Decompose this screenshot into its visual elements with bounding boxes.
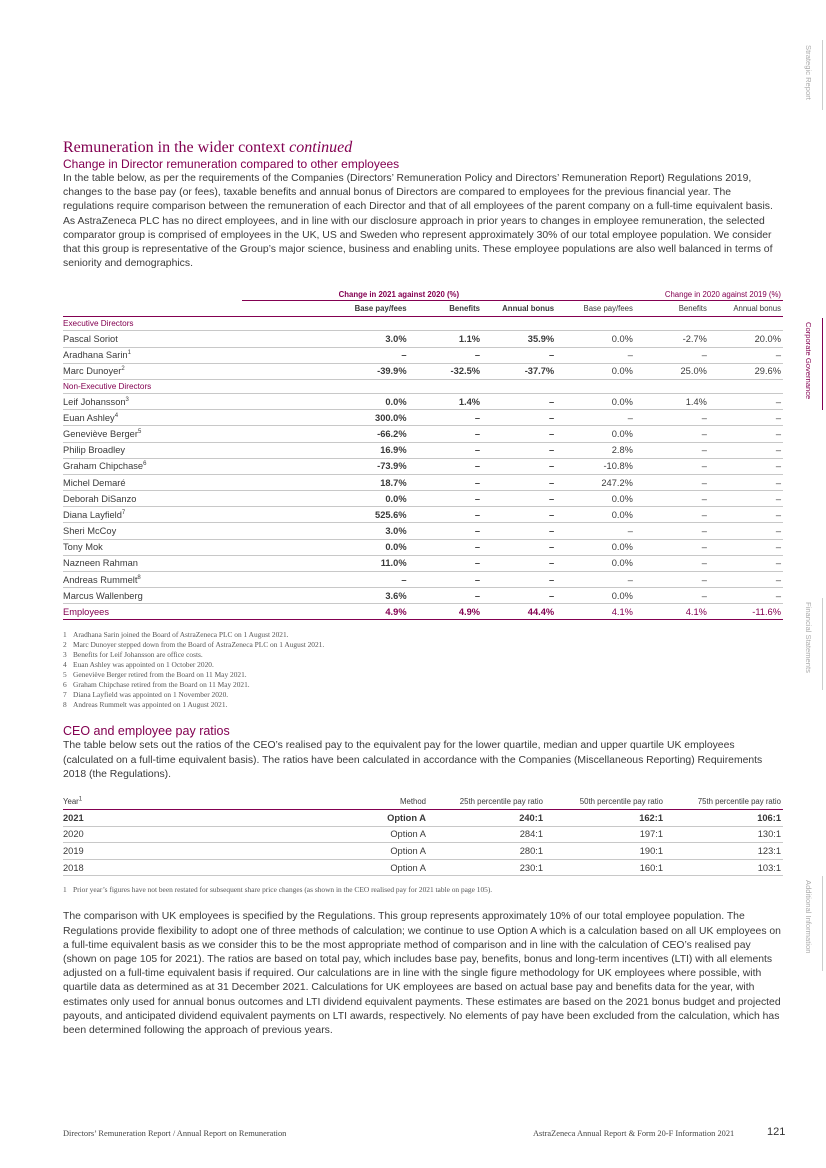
director-name: Tony Mok	[63, 542, 103, 553]
group-label-row	[63, 379, 783, 393]
col-header: Annual bonus	[482, 301, 556, 317]
table-cell: 3.6%	[242, 588, 409, 604]
table-cell: 230:1	[428, 859, 545, 876]
director-name: Nazneen Rahman	[63, 558, 138, 569]
table-cell: –	[556, 410, 635, 426]
table-cell: 29.6%	[709, 363, 783, 379]
footnote-text: Prior year’s figures have not been restated for subsequent share price changes (as shown in the CEO realised pay for 2021 table on page 105).	[73, 885, 493, 895]
table-cell: –	[635, 572, 709, 588]
footnote	[63, 660, 783, 670]
footnote-text: Euan Ashley was appointed on 1 October 2020.	[73, 660, 214, 670]
footer-left: Directors’ Remuneration Report / Annual Report on Remuneration	[63, 1129, 287, 1138]
table-cell: Option A	[225, 843, 428, 860]
table-row	[63, 491, 783, 507]
table-row	[63, 826, 783, 843]
table-cell: 11.0%	[242, 555, 409, 571]
side-tab-line-governance	[822, 318, 823, 410]
table-cell: –	[709, 572, 783, 588]
footnote	[63, 640, 783, 650]
table-cell: 1.1%	[409, 331, 482, 347]
table-cell: –	[409, 474, 482, 490]
table-cell: –	[709, 393, 783, 409]
row-name	[63, 410, 242, 426]
table-cell: –	[409, 458, 482, 474]
table-cell: 280:1	[428, 843, 545, 860]
table-cell: Option A	[225, 826, 428, 843]
table-cell: 0.0%	[556, 555, 635, 571]
table-cell: –	[635, 523, 709, 539]
row-name	[63, 347, 242, 363]
footnote-ref: 1	[127, 350, 131, 357]
table-cell: -37.7%	[482, 363, 556, 379]
table-cell: –	[482, 491, 556, 507]
footnote-text: Aradhana Sarin joined the Board of AstraZeneca PLC on 1 August 2021.	[73, 630, 289, 640]
table-cell: 25.0%	[635, 363, 709, 379]
table-cell: –	[635, 347, 709, 363]
table-cell: –	[409, 507, 482, 523]
table-cell: –	[482, 523, 556, 539]
side-tab-line-additional	[822, 876, 823, 971]
table-cell: 18.7%	[242, 474, 409, 490]
table-cell: –	[482, 393, 556, 409]
side-tab-additional-information[interactable]: Additional Information	[804, 880, 813, 954]
table-cell: 4.1%	[556, 604, 635, 620]
table-cell: 16.9%	[242, 442, 409, 458]
table-cell: 2018	[63, 859, 225, 876]
table-cell: –	[635, 588, 709, 604]
executive-rows	[63, 331, 783, 380]
table-cell: –	[709, 426, 783, 442]
table-cell: –	[635, 458, 709, 474]
table-cell: -39.9%	[242, 363, 409, 379]
table-cell: 525.6%	[242, 507, 409, 523]
table-cell: 190:1	[545, 843, 665, 860]
employees-row	[63, 604, 783, 620]
section-paragraph-director-change: In the table below, as per the requirements of the Companies (Directors’ Remuneration Policy and Directors’ Remuneration Report) Regulations 2019, changes to the base pay (or fees), taxable benefits and annual bonus of Directors are compared to employees for the previous financial year. The regulations require comparison between the remuneration of each Director and that of all employees of the parent company on a full-time equivalent basis. As AstraZeneca PLC has no direct employees, and in line with our disclosure approach in prior years to changes in employee remuneration, the selected comparator group is comprised of employees in the UK, US and Sweden who represent approximately 30% of our total employee population. We consider that this group is representative of the Group’s major science, business and enabling units. These employee populations are also well balanced in terms of seniority and demographics.	[63, 173, 773, 270]
table-cell: –	[242, 572, 409, 588]
table-cell: –	[635, 491, 709, 507]
table-cell: 160:1	[545, 859, 665, 876]
director-name: Euan Ashley	[63, 412, 115, 423]
table-cell: -66.2%	[242, 426, 409, 442]
table-cell: –	[635, 410, 709, 426]
col-header-year	[63, 794, 225, 810]
col-header: 75th percentile pay ratio	[665, 794, 783, 810]
table-cell: –	[709, 555, 783, 571]
director-name: Marcus Wallenberg	[63, 590, 143, 601]
footnote-number: 2	[63, 640, 67, 650]
table-cell: 0.0%	[556, 539, 635, 555]
table-row	[63, 539, 783, 555]
table-cell: 2021	[63, 810, 225, 827]
table-cell: 44.4%	[482, 604, 556, 620]
table-cell: –	[482, 458, 556, 474]
footnote-number: 6	[63, 680, 67, 690]
page-content	[63, 138, 783, 1038]
table-row	[63, 426, 783, 442]
table-cell: –	[635, 426, 709, 442]
side-tab-financial-statements[interactable]: Financial Statements	[804, 602, 813, 673]
footnote-text: Marc Dunoyer stepped down from the Board of AstraZeneca PLC on 1 August 2021.	[73, 640, 325, 650]
footnote-ref: 6	[143, 461, 147, 468]
footnote-ref: 3	[125, 396, 129, 403]
page-title	[63, 138, 783, 157]
col-header: 25th percentile pay ratio	[428, 794, 545, 810]
table-cell: 35.9%	[482, 331, 556, 347]
footnote-number: 7	[63, 690, 67, 700]
row-name	[63, 363, 242, 379]
director-name: Andreas Rummelt	[63, 574, 138, 585]
row-name	[63, 442, 242, 458]
table-cell: -73.9%	[242, 458, 409, 474]
page-number: 121	[767, 1126, 786, 1138]
table-cell: 4.1%	[635, 604, 709, 620]
table-cell: 240:1	[428, 810, 545, 827]
table-cell: –	[709, 474, 783, 490]
table-cell: 103:1	[665, 859, 783, 876]
table-cell: –	[482, 507, 556, 523]
table-cell: –	[709, 523, 783, 539]
row-name	[63, 572, 242, 588]
director-name: Graham Chipchase	[63, 461, 144, 472]
table-row	[63, 410, 783, 426]
pay-table-header-row	[63, 794, 783, 810]
footnotes-list	[63, 630, 783, 710]
table-row	[63, 347, 783, 363]
col-header: Method	[225, 794, 428, 810]
table-cell: 2019	[63, 843, 225, 860]
pay-ratio-table	[63, 794, 783, 876]
footnote-number: 5	[63, 670, 67, 680]
row-name	[63, 507, 242, 523]
footnote	[63, 680, 783, 690]
table-cell: 0.0%	[556, 507, 635, 523]
row-name	[63, 491, 242, 507]
table-cell: –	[482, 588, 556, 604]
footnote-ref: 4	[114, 412, 119, 419]
director-name: Pascal Soriot	[63, 334, 118, 345]
table-cell: –	[409, 426, 482, 442]
page-title-continued: continued	[289, 139, 353, 156]
row-name	[63, 426, 242, 442]
row-name	[63, 555, 242, 571]
table-cell: 0.0%	[556, 491, 635, 507]
footnote-number: 1	[63, 885, 67, 895]
table-cell: Option A	[225, 810, 428, 827]
col-header: Benefits	[635, 301, 709, 317]
table-cell: 0.0%	[556, 393, 635, 409]
footnote	[63, 670, 783, 680]
table-cell: 1.4%	[409, 393, 482, 409]
table-row	[63, 363, 783, 379]
director-name: Diana Layfield	[63, 509, 122, 520]
table-cell: Option A	[225, 859, 428, 876]
footnote-text: Andreas Rummelt was appointed on 1 August 2021.	[73, 700, 228, 710]
table-cell: –	[409, 523, 482, 539]
director-name: Geneviève Berger	[63, 428, 138, 439]
table-cell: –	[482, 347, 556, 363]
table-cell: –	[709, 347, 783, 363]
table-cell: –	[709, 442, 783, 458]
footer-right: AstraZeneca Annual Report & Form 20-F Information 2021	[533, 1129, 735, 1138]
employees-row-group	[63, 604, 783, 620]
footnote-number: 3	[63, 650, 67, 660]
group-label-row	[63, 317, 783, 331]
footnote-number: 4	[63, 660, 67, 670]
table-cell: 123:1	[665, 843, 783, 860]
table-cell: 4.9%	[409, 604, 482, 620]
table-cell: –	[709, 491, 783, 507]
table-cell: –	[709, 410, 783, 426]
table-cell: –	[635, 507, 709, 523]
table-cell: 0.0%	[242, 539, 409, 555]
table-cell: –	[635, 555, 709, 571]
footnote	[63, 700, 783, 710]
table-row	[63, 572, 783, 588]
table-cell: 247.2%	[556, 474, 635, 490]
table-cell: 0.0%	[556, 588, 635, 604]
table-row	[63, 474, 783, 490]
page-title-main: Remuneration in the wider context	[63, 139, 286, 156]
table-row	[63, 810, 783, 827]
side-tab-strategic-report[interactable]: Strategic Report	[804, 45, 813, 100]
pay-footnote	[63, 885, 783, 895]
director-name: Leif Johansson	[63, 396, 126, 407]
side-tab-corporate-governance[interactable]: Corporate Governance	[804, 322, 813, 400]
table-row	[63, 523, 783, 539]
table-cell: 0.0%	[242, 491, 409, 507]
table-cell: –	[709, 507, 783, 523]
table-row	[63, 859, 783, 876]
table-row	[63, 588, 783, 604]
table-cell: 4.9%	[242, 604, 409, 620]
footnote-text: Benefits for Leif Johansson are office costs.	[73, 650, 203, 660]
col-header: Base pay/fees	[242, 301, 409, 317]
row-name	[63, 393, 242, 409]
director-name: Marc Dunoyer	[63, 366, 122, 377]
table-cell: –	[409, 347, 482, 363]
footnote-text: Graham Chipchase retired from the Board on 11 May 2021.	[73, 680, 250, 690]
table-cell: –	[409, 410, 482, 426]
footnote	[63, 690, 783, 700]
col-header: 50th percentile pay ratio	[545, 794, 665, 810]
year-header-sup: 1	[78, 796, 83, 803]
col-header: Annual bonus	[709, 301, 783, 317]
footnote	[63, 630, 783, 640]
table-row	[63, 442, 783, 458]
footnote-number: 1	[63, 630, 67, 640]
table-cell: –	[482, 442, 556, 458]
table-cell: 300.0%	[242, 410, 409, 426]
table-cell: -11.6%	[709, 604, 783, 620]
row-name	[63, 539, 242, 555]
side-tab-line-financial	[822, 598, 823, 690]
non-executive-directors-label: Non-Executive Directors	[63, 379, 783, 393]
row-name	[63, 458, 242, 474]
director-remuneration-table	[63, 288, 783, 620]
director-name: Sheri McCoy	[63, 526, 117, 537]
table-cell: 3.0%	[242, 331, 409, 347]
footnote-number: 8	[63, 700, 67, 710]
group-header-2021: Change in 2021 against 2020 (%)	[242, 288, 557, 301]
table-cell: 284:1	[428, 826, 545, 843]
table-row	[63, 555, 783, 571]
executive-directors-label: Executive Directors	[63, 317, 783, 331]
table-cell: –	[556, 523, 635, 539]
table-cell: 162:1	[545, 810, 665, 827]
table-row	[63, 458, 783, 474]
footnote-ref: 8	[137, 574, 141, 581]
table-cell: –	[482, 555, 556, 571]
year-header-label: Year	[63, 797, 79, 807]
table-cell: 130:1	[665, 826, 783, 843]
table-cell: –	[709, 539, 783, 555]
table-cell: –	[482, 572, 556, 588]
footnote-ref: 5	[137, 428, 142, 435]
table-cell: –	[409, 491, 482, 507]
section-heading-director-change: Change in Director remuneration compared to other employees	[63, 157, 400, 171]
table-row	[63, 331, 783, 347]
table-cell: –	[409, 539, 482, 555]
table-cell: –	[482, 426, 556, 442]
table-cell: 0.0%	[556, 426, 635, 442]
col-header: Base pay/fees	[556, 301, 635, 317]
table-cell: 20.0%	[709, 331, 783, 347]
table-cell: –	[409, 572, 482, 588]
table-row	[63, 843, 783, 860]
table-cell: –	[242, 347, 409, 363]
director-name: Michel Demaré	[63, 477, 126, 488]
table-cell: –	[556, 572, 635, 588]
table-row	[63, 507, 783, 523]
col-header: Benefits	[409, 301, 482, 317]
table-cell: –	[635, 474, 709, 490]
employees-label: Employees	[63, 604, 242, 620]
row-name	[63, 474, 242, 490]
table-row	[63, 393, 783, 409]
table-cell: –	[409, 555, 482, 571]
section-heading-pay-ratios: CEO and employee pay ratios	[63, 724, 230, 739]
side-tab-line-strategic	[822, 40, 823, 110]
table-cell: -32.5%	[409, 363, 482, 379]
table-cell: –	[409, 588, 482, 604]
table-cell: 197:1	[545, 826, 665, 843]
row-name	[63, 588, 242, 604]
footnote-text: Diana Layfield was appointed on 1 November 2020.	[73, 690, 229, 700]
table-cell: –	[409, 442, 482, 458]
table-cell: 2020	[63, 826, 225, 843]
table-cell: –	[635, 539, 709, 555]
table-cell: –	[482, 410, 556, 426]
row-name	[63, 331, 242, 347]
director-name: Aradhana Sarin	[63, 350, 128, 361]
table-group-header-row	[63, 288, 783, 301]
table-cell: –	[482, 539, 556, 555]
footnote	[63, 650, 783, 660]
closing-paragraph: The comparison with UK employees is specified by the Regulations. This group represents approximately 10% of our total employee population. The Regulations provide flexibility to adopt one of three methods of calculation; we continue to use Option A which is a calculation based on all UK employees on a full-time equivalent basis as we consider this to be the most appropriate method of comparison and in line with the calculation of CEO’s realised pay (shown on page 105 for 2021). The ratios are based on total pay, which includes base pay, benefits, bonus and long-term incentives (LTI) with all elements adjusted on a full-time equivalent basis if required. Our calculations are in line with the single figure methodology for UK employees where possible, with quartile data as determined as at 31 December 2021. Calculations for UK employees are based on actual base pay and benefits data for the year, with estimates only used for annual bonus outcomes and LTI dividend equivalent payments. These estimates are based on the 2021 bonus budget and projected payouts, and anticipated dividend equivalent payments on LTI awards, respectively. No elements of pay have been excluded from the calculation, which has been determined following the approach of previous years.	[63, 911, 781, 1037]
section-paragraph-pay-ratios: The table below sets out the ratios of the CEO’s realised pay to the equivalent pay for the lower quartile, median and upper quartile UK employees (calculated on a full-time equivalent basis). The ratios have been calculated in accordance with the Companies (Miscellaneous Reporting) Requirements 2018 (the Regulations).	[63, 740, 763, 780]
table-cell: 1.4%	[635, 393, 709, 409]
table-cell: -2.7%	[635, 331, 709, 347]
row-name	[63, 523, 242, 539]
table-cell: 2.8%	[556, 442, 635, 458]
footnote-ref: 2	[121, 366, 125, 373]
table-cell: 0.0%	[556, 363, 635, 379]
table-cell: –	[635, 442, 709, 458]
table-cell: 3.0%	[242, 523, 409, 539]
pay-ratio-rows	[63, 810, 783, 876]
table-cell: –	[709, 588, 783, 604]
table-column-header-row	[63, 301, 783, 317]
group-header-2020: Change in 2020 against 2019 (%)	[556, 288, 783, 301]
table-cell: 0.0%	[242, 393, 409, 409]
table-cell: 106:1	[665, 810, 783, 827]
footnote-ref: 7	[121, 509, 126, 516]
director-name: Philip Broadley	[63, 445, 126, 456]
table-cell: –	[709, 458, 783, 474]
non-executive-rows	[63, 393, 783, 603]
director-name: Deborah DiSanzo	[63, 493, 137, 504]
table-cell: -10.8%	[556, 458, 635, 474]
table-cell: 0.0%	[556, 331, 635, 347]
table-cell: –	[482, 474, 556, 490]
footnote-text: Geneviève Berger retired from the Board on 11 May 2021.	[73, 670, 247, 680]
table-cell: –	[556, 347, 635, 363]
